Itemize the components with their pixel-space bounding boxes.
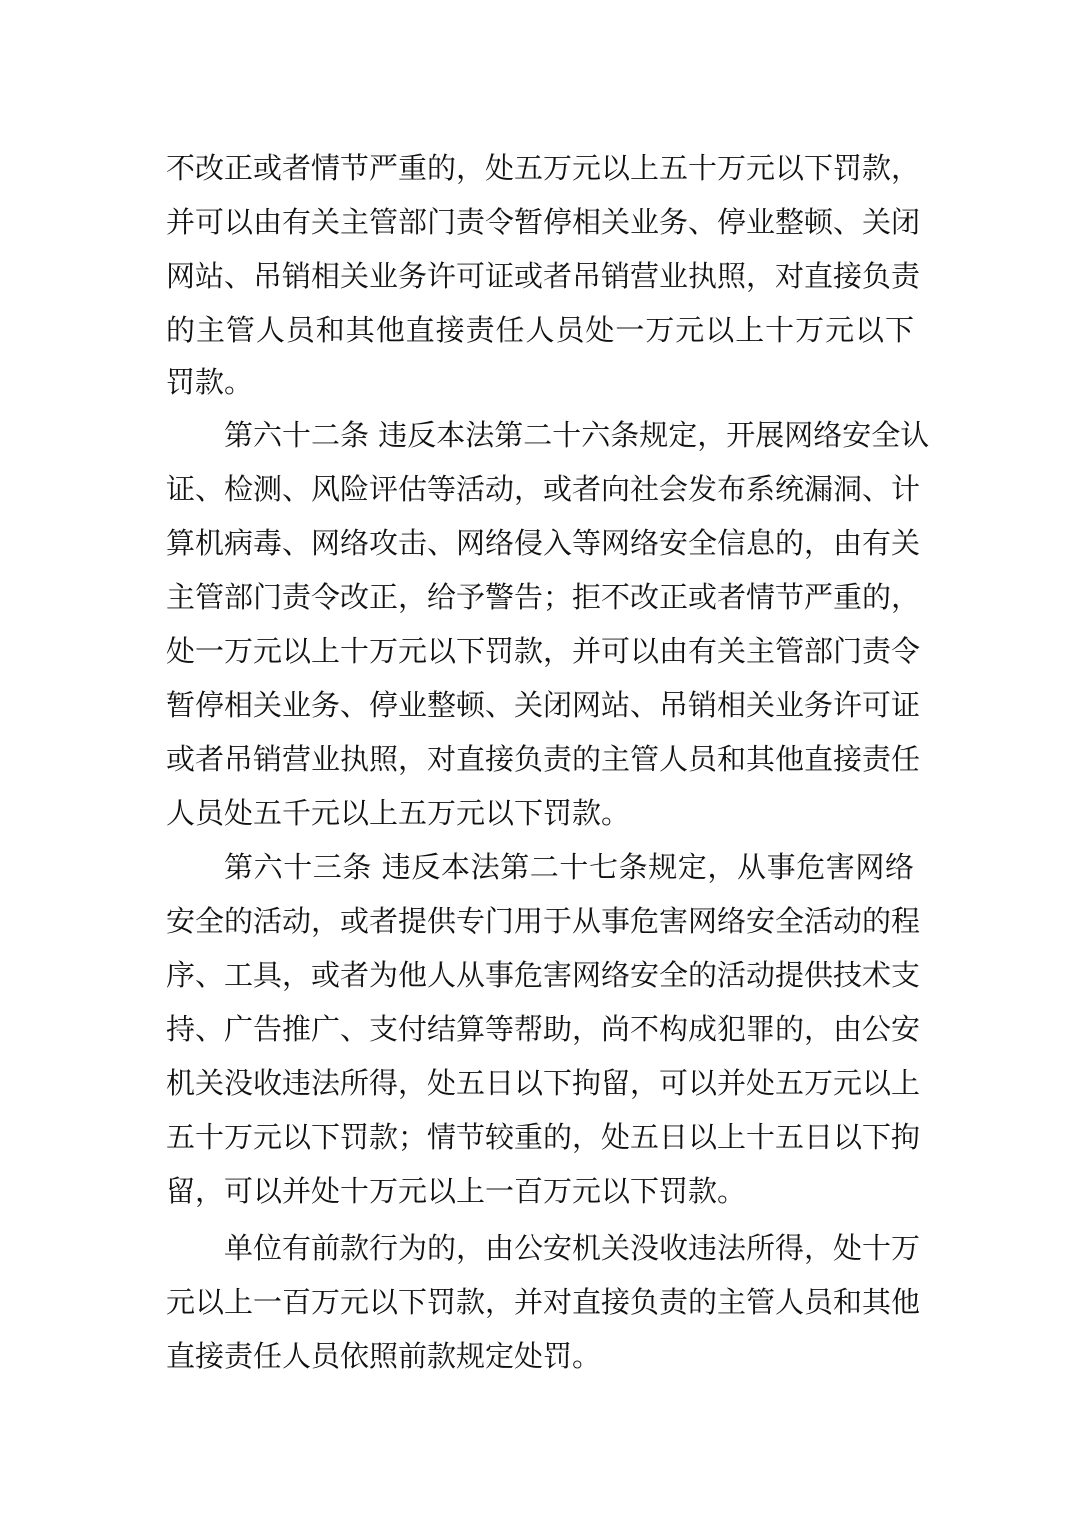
article-63-first-line: 第六十三条 违反本法第二十七条规定，从事危害网络 bbox=[224, 850, 914, 884]
text-line: 直接责任人员依照前款规定处罚。 bbox=[166, 1339, 602, 1373]
unit-paragraph-first-line: 单位有前款行为的，由公安机关没收违法所得，处十万 bbox=[224, 1231, 921, 1265]
text-line: 罚款。 bbox=[166, 365, 254, 399]
text-line: 或者吊销营业执照，对直接负责的主管人员和其他直接责任 bbox=[166, 742, 921, 776]
text-line: 序、工具，或者为他人从事危害网络安全的活动提供技术支 bbox=[166, 958, 921, 992]
text-line: 五十万元以下罚款；情节较重的，处五日以上十五日以下拘 bbox=[166, 1120, 921, 1154]
text-line: 证、检测、风险评估等活动，或者向社会发布系统漏洞、计 bbox=[166, 472, 921, 506]
text-line: 主管部门责令改正，给予警告；拒不改正或者情节严重的， bbox=[166, 580, 921, 614]
text-line: 元以上一百万元以下罚款，并对直接负责的主管人员和其他 bbox=[166, 1285, 921, 1319]
text-line: 人员处五千元以上五万元以下罚款。 bbox=[166, 796, 631, 830]
article-62-first-line: 第六十二条 违反本法第二十六条规定，开展网络安全认 bbox=[224, 418, 930, 452]
text-line: 并可以由有关主管部门责令暂停相关业务、停业整顿、关闭 bbox=[166, 205, 921, 239]
text-line: 算机病毒、网络攻击、网络侵入等网络安全信息的，由有关 bbox=[166, 526, 921, 560]
text-line: 处一万元以上十万元以下罚款，并可以由有关主管部门责令 bbox=[166, 634, 921, 668]
text-line: 不改正或者情节严重的，处五万元以上五十万元以下罚款， bbox=[166, 151, 921, 185]
text-line: 的主管人员和其他直接责任人员处一万元以上十万元以下 bbox=[166, 313, 914, 347]
text-line: 留，可以并处十万元以上一百万元以下罚款。 bbox=[166, 1174, 747, 1208]
text-line: 机关没收违法所得，处五日以下拘留，可以并处五万元以上 bbox=[166, 1066, 921, 1100]
text-line: 安全的活动，或者提供专门用于从事危害网络安全活动的程 bbox=[166, 904, 921, 938]
text-line: 网站、吊销相关业务许可证或者吊销营业执照，对直接负责 bbox=[166, 259, 921, 293]
text-line: 持、广告推广、支付结算等帮助，尚不构成犯罪的，由公安 bbox=[166, 1012, 921, 1046]
text-line: 暂停相关业务、停业整顿、关闭网站、吊销相关业务许可证 bbox=[166, 688, 921, 722]
